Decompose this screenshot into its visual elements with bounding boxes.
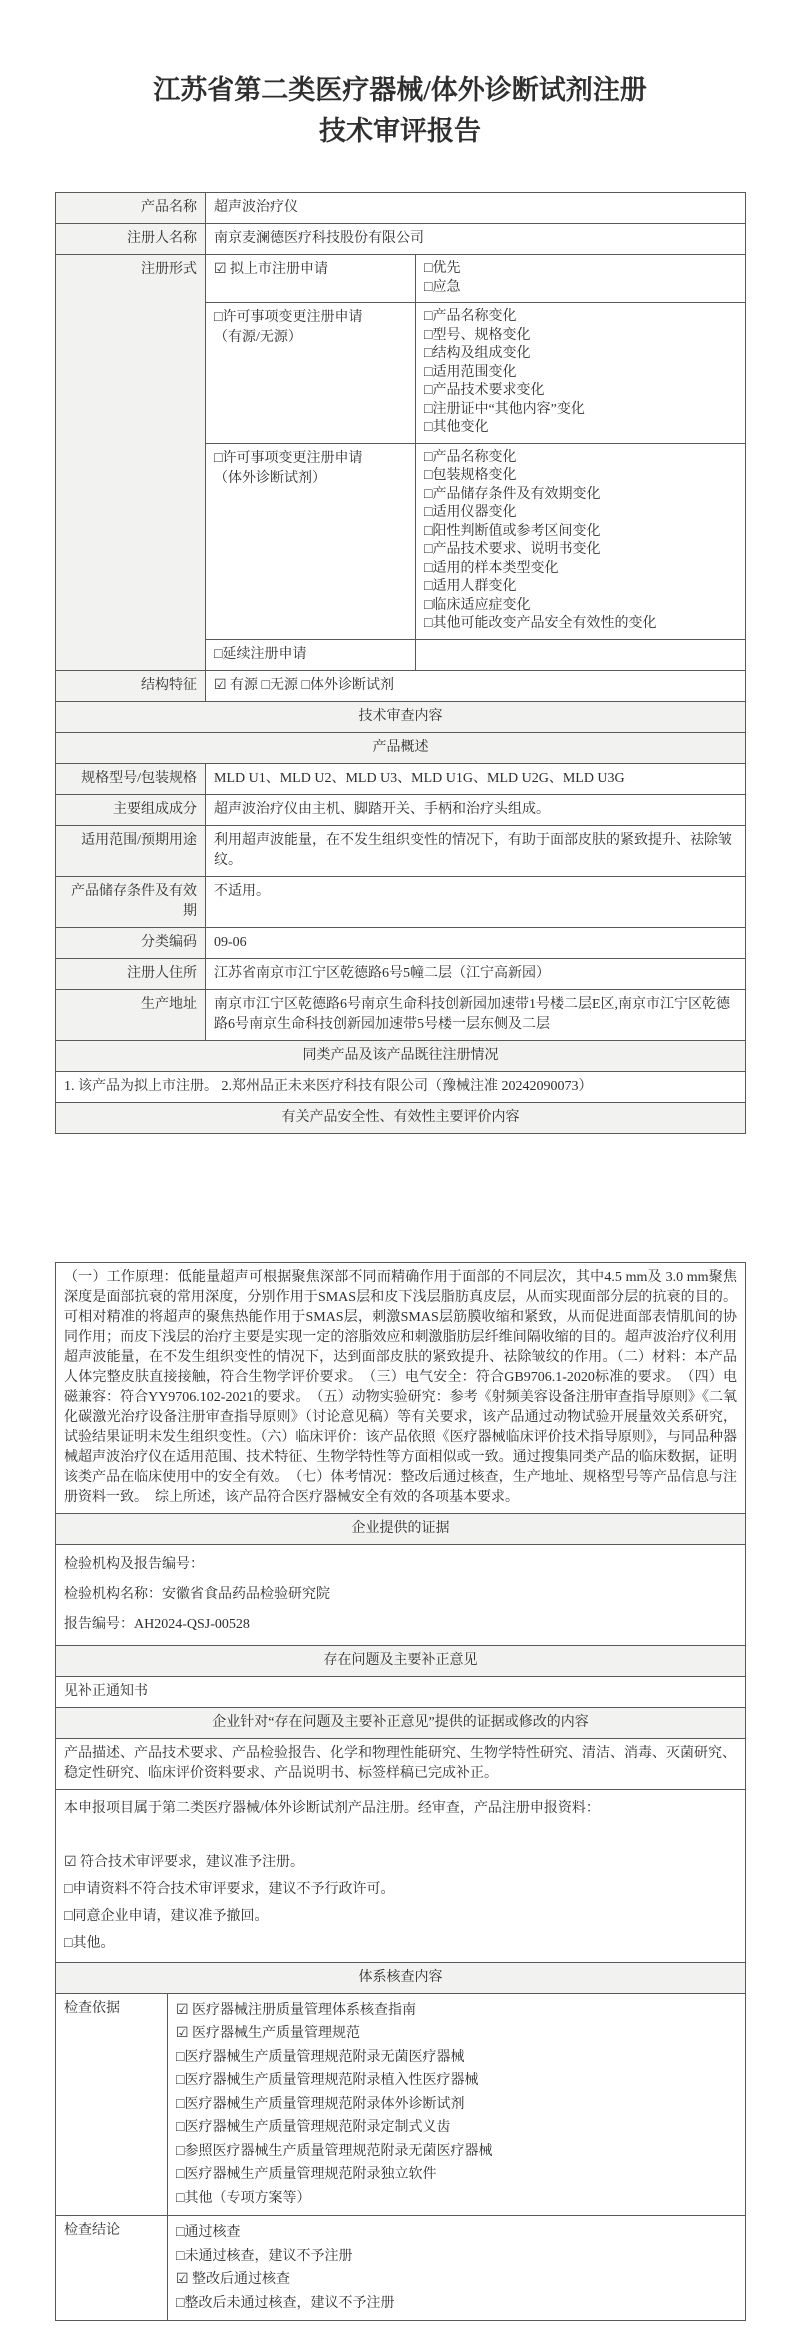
issues-note: 见补正通知书 <box>56 1676 746 1707</box>
evaluation-paragraph: （一）工作原理：低能量超声可根据聚焦深部不同而精确作用于面部的不同层次，其中4.5 mm及 3.0 mm聚焦深度是面部抗衰的常用深度，分别作用于SMAS层和皮下浅层脂肪真皮层，从而实现面部分层的抗衰的目的。可相对精准的将超声的聚焦热能作用于SMAS层，刺激SMAS层筋膜收缩和紧致，从而促进面部表情肌间的协同作用；而皮下浅层的治疗主要是实现一定的溶脂效应和刺激脂肪层纤维间隔收缩的目的。超声波治疗仪利用超声波能量，在不发生组织变性的情况下，达到面部皮肤的紧致提升、祛除皱纹的作用。（二）材料：本产品人体完整皮肤直接接触，符合生物学评价要求。 （三）电气安全：符合GB9706.1-2020标准的要求。 （四）电磁兼容：符合YY9706.102-2021的要求。 （五）动物实验研究：参考《射频美容设备注册审查指导原则》《二氧化碳激光治疗设备注册审查指导原则》（讨论意见稿）等有关要求，该产品通过动物试验开展量效关系研究，试验结果证明未发生组织变性。（六）临床评价：该产品依照《医疗器械临床评价技术指导原则》，与同品种器械超声波治疗仪在适用范围、技术特征、生物学特性等方面相似或一致。通过搜集同类产品的临床数据，证明该类产品在临床使用中的安全有效。 （七）体考情况：整改后通过核查，生产地址、规格型号等产品信息与注册资料一致。 综上所述，该产品符合医疗器械安全有效的各项基本要求。 <box>56 1262 746 1513</box>
checkbox-line: □整改后未通过核查，建议不予注册 <box>176 2295 395 2311</box>
checkbox-line: ☑ 医疗器械生产质量管理规范 <box>176 2026 361 2041</box>
row-reg-form-onmarket <box>56 255 746 303</box>
checkbox-line: （有源/无源） <box>214 330 302 345</box>
checkbox-line: □通过核查 <box>176 2225 241 2240</box>
evidence-line: 检验机构及报告编号： <box>64 1556 204 1572</box>
checkbox-line: □其他可能改变产品安全有效性的变化 <box>424 616 657 631</box>
conclusion-line <box>64 1822 737 1849</box>
row-check-basis <box>56 1993 746 2216</box>
structure-label: 结构特征 <box>56 670 206 701</box>
check-basis-label: 检查依据 <box>56 1993 168 2216</box>
residence-value: 江苏省南京市江宁区乾德路6号5幢二层（江宁高新园） <box>206 958 746 989</box>
checkbox-line: □产品技术要求、说明书变化 <box>424 542 601 557</box>
row-spec-model <box>56 763 746 794</box>
product-name-value: 超声波治疗仪 <box>206 193 746 224</box>
row-section-same-kind <box>56 1040 746 1071</box>
row-section-system-check <box>56 1962 746 1993</box>
checkbox-line: □临床适应症变化 <box>424 597 531 613</box>
row-registrant <box>56 224 746 255</box>
checkbox-line: □阳性判断值或参考区间变化 <box>424 523 601 539</box>
row-structure <box>56 670 746 701</box>
report-title <box>0 70 800 152</box>
checkbox-line: □参照医疗器械生产质量管理规范附录无菌医疗器械 <box>176 2143 493 2159</box>
section-issues: 存在问题及主要补正意见 <box>56 1645 746 1676</box>
row-components <box>56 794 746 825</box>
section-product-overview: 产品概述 <box>56 732 746 763</box>
class-code-value: 09-06 <box>206 927 746 958</box>
section-review-content: 技术审查内容 <box>56 701 746 732</box>
section-system-check: 体系核查内容 <box>56 1962 746 1993</box>
checkbox-line: □延续注册申请 <box>214 646 307 662</box>
checkbox-line: （体外诊断试剂） <box>214 470 326 486</box>
scope-value: 利用超声波能量，在不发生组织变性的情况下，有助于面部皮肤的紧致提升、祛除皱纹。 <box>206 825 746 876</box>
checkbox-line: □优先 <box>424 261 461 276</box>
checkbox-line: □医疗器械生产质量管理规范附录体外诊断试剂 <box>176 2096 465 2112</box>
checkbox-line: □医疗器械生产质量管理规范附录无菌医疗器械 <box>176 2049 465 2065</box>
checkbox-line: □型号、规格变化 <box>424 327 531 343</box>
checkbox-line: □适用范围变化 <box>424 364 517 380</box>
review-detail-table <box>55 1262 746 2322</box>
residence-label: 注册人住所 <box>56 958 206 989</box>
checkbox-line: □许可事项变更注册申请 <box>214 450 363 466</box>
checkbox-line: □包装规格变化 <box>424 468 517 483</box>
row-section-review-content <box>56 701 746 732</box>
checkbox-line: □产品技术要求变化 <box>424 383 545 398</box>
class-code-label: 分类编码 <box>56 927 206 958</box>
storage-label: 产品储存条件及有效期 <box>56 876 206 927</box>
reg-form-onmarket-cell <box>206 255 416 303</box>
checkbox-line: □适用仪器变化 <box>424 505 517 520</box>
conclusion-line: 本申报项目属于第二类医疗器械/体外诊断试剂产品注册。经审查，产品注册申报资料： <box>64 1800 600 1816</box>
row-evaluation-paragraph <box>56 1262 746 1513</box>
row-section-safety-eval <box>56 1102 746 1133</box>
row-production-address <box>56 989 746 1040</box>
reg-form-change-ivd-options <box>416 443 746 639</box>
row-response-text <box>56 1738 746 1789</box>
checkbox-line: □医疗器械生产质量管理规范附录植入性医疗器械 <box>176 2073 479 2088</box>
registrant-label: 注册人名称 <box>56 224 206 255</box>
section-same-kind: 同类产品及该产品既往注册情况 <box>56 1040 746 1071</box>
row-issues-note <box>56 1676 746 1707</box>
row-storage <box>56 876 746 927</box>
row-section-issues <box>56 1645 746 1676</box>
reg-form-change-active-options <box>416 303 746 444</box>
check-conclusion-label: 检查结论 <box>56 2216 168 2321</box>
reg-form-label: 注册形式 <box>56 255 206 671</box>
checkbox-line: □医疗器械生产质量管理规范附录独立软件 <box>176 2167 437 2182</box>
checkbox-line: □产品储存条件及有效期变化 <box>424 486 601 502</box>
row-product-name <box>56 193 746 224</box>
conclusion-line: □同意企业申请，建议准予撤回。 <box>64 1908 269 1924</box>
row-prior-registration <box>56 1071 746 1102</box>
section-enterprise-evidence: 企业提供的证据 <box>56 1513 746 1544</box>
checkbox-line: □未通过核查，建议不予注册 <box>176 2248 353 2264</box>
checkbox-line: ☑ 整改后通过核查 <box>176 2272 291 2287</box>
row-residence <box>56 958 746 989</box>
checkbox-line: □结构及组成变化 <box>424 346 531 361</box>
checkbox-line: □其他（专项方案等） <box>176 2190 311 2206</box>
check-basis-items <box>168 1993 746 2216</box>
prior-registration-value: 1. 该产品为拟上市注册。 2.郑州品正未来医疗科技有限公司（豫械注准 20242090073） <box>56 1071 746 1102</box>
product-name-label: 产品名称 <box>56 193 206 224</box>
row-check-conclusion <box>56 2216 746 2321</box>
evidence-line: 报告编号：AH2024-QSJ-00528 <box>64 1616 250 1632</box>
section-safety-eval: 有关产品安全性、有效性主要评价内容 <box>56 1102 746 1133</box>
response-text: 产品描述、产品技术要求、产品检验报告、化学和物理性能研究、生物学特性研究、清洁、消毒、灭菌研究、稳定性研究、临床评价资料要求、产品说明书、标签样稿已完成补正。 <box>56 1738 746 1789</box>
checkbox-line: □应急 <box>424 279 461 295</box>
row-section-enterprise-response <box>56 1707 746 1738</box>
evidence-line: 检验机构名称：安徽省食品药品检验研究院 <box>64 1586 330 1602</box>
components-label: 主要组成成分 <box>56 794 206 825</box>
reg-form-change-active-cell <box>206 303 416 444</box>
registration-info-table <box>55 192 746 1134</box>
review-conclusion-cell <box>56 1789 746 1962</box>
conclusion-line: □其他。 <box>64 1935 115 1951</box>
spec-model-label: 规格型号/包装规格 <box>56 763 206 794</box>
row-section-product-overview <box>56 732 746 763</box>
checkbox-line: □医疗器械生产质量管理规范附录定制式义齿 <box>176 2120 451 2135</box>
checkbox-line: □许可事项变更注册申请 <box>214 310 363 325</box>
checkbox-line: □产品名称变化 <box>424 449 517 465</box>
checkbox-line: □其他变化 <box>424 420 489 435</box>
components-value: 超声波治疗仪由主机、脚踏开关、手柄和治疗头组成。 <box>206 794 746 825</box>
checkbox-line: ☑ 拟上市注册申请 <box>214 262 329 277</box>
row-class-code <box>56 927 746 958</box>
row-section-enterprise-evidence <box>56 1513 746 1544</box>
reg-form-renewal-cell <box>206 639 416 670</box>
check-conclusion-items <box>168 2216 746 2321</box>
row-scope <box>56 825 746 876</box>
production-address-label: 生产地址 <box>56 989 206 1040</box>
evidence-cell <box>56 1544 746 1645</box>
checkbox-line: □适用人群变化 <box>424 579 517 594</box>
checkbox-line: □注册证中“其他内容”变化 <box>424 401 585 417</box>
structure-value: ☑ 有源 □无源 □体外诊断试剂 <box>206 670 746 701</box>
conclusion-line: □申请资料不符合技术审评要求，建议不予行政许可。 <box>64 1881 395 1897</box>
conclusion-line: ☑ 符合技术审评要求，建议准予注册。 <box>64 1854 305 1870</box>
row-evidence <box>56 1544 746 1645</box>
row-review-conclusion <box>56 1789 746 1962</box>
scope-label: 适用范围/预期用途 <box>56 825 206 876</box>
checkbox-line: □适用的样本类型变化 <box>424 560 559 576</box>
spec-model-value: MLD U1、MLD U2、MLD U3、MLD U1G、MLD U2G、MLD U3G <box>206 763 746 794</box>
section-enterprise-response: 企业针对“存在问题及主要补正意见”提供的证据或修改的内容 <box>56 1707 746 1738</box>
checkbox-line: ☑ 医疗器械注册质量管理体系核查指南 <box>176 2002 417 2018</box>
production-address-value: 南京市江宁区乾德路6号南京生命科技创新园加速带1号楼二层E区,南京市江宁区乾德路6号南京生命科技创新园加速带5号楼一层东侧及二层 <box>206 989 746 1040</box>
reg-form-change-ivd-cell <box>206 443 416 639</box>
storage-value: 不适用。 <box>206 876 746 927</box>
report-title-line1: 江苏省第二类医疗器械/体外诊断试剂注册 <box>153 75 647 105</box>
report-title-line2: 技术审评报告 <box>319 116 481 146</box>
reg-form-renewal-empty <box>416 639 746 670</box>
checkbox-line: □产品名称变化 <box>424 309 517 324</box>
reg-form-onmarket-options <box>416 255 746 303</box>
registrant-value: 南京麦澜德医疗科技股份有限公司 <box>206 224 746 255</box>
